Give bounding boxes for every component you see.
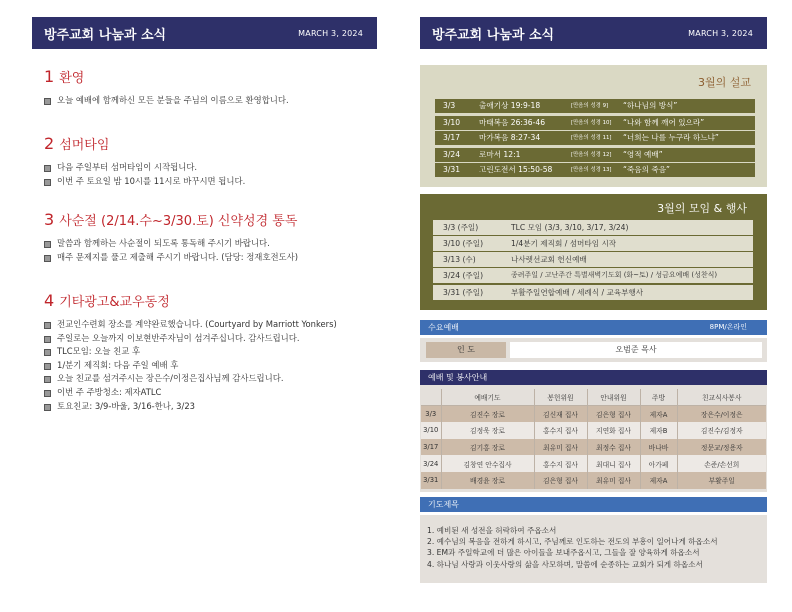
table-cell: 최대니 집사 — [587, 455, 640, 472]
table-cell: 제자A — [640, 406, 677, 423]
table-cell: 홍수지 집사 — [534, 455, 587, 472]
section-welcome — [44, 67, 384, 108]
sermon-schedule-title: 3월의 설교 — [698, 76, 751, 89]
table-cell: 김신재 집사 — [534, 406, 587, 423]
event-row — [433, 268, 753, 283]
table-cell: 바나바 — [640, 439, 677, 456]
table-cell: 김은형 집사 — [534, 472, 587, 489]
table-cell: 김진수 장로 — [441, 406, 534, 423]
section-number: 3 — [44, 210, 55, 229]
event-row — [433, 285, 753, 300]
event-row — [433, 236, 753, 251]
sermon-schedule — [420, 65, 767, 187]
table-cell: 김진수/김정자 — [677, 422, 766, 439]
preacher-name: 오범준 목사 — [510, 342, 762, 358]
event-desc: 부활주일연합예배 / 세례식 / 교육부행사 — [511, 288, 644, 297]
table-cell: 부활주일 — [677, 472, 766, 489]
table-row — [421, 472, 766, 489]
table-cell: 아가페 — [640, 455, 677, 472]
prayer-list — [420, 515, 767, 583]
event-date: 3/31 (주일) — [443, 288, 484, 297]
event-date: 3/10 (주일) — [443, 239, 484, 248]
preacher-label: 인 도 — [426, 342, 506, 358]
section-summertime — [44, 134, 384, 188]
preacher-row — [420, 338, 767, 362]
table-header-cell: 친교식사봉사 — [677, 389, 766, 406]
table-cell: 제자A — [640, 472, 677, 489]
sermon-date: 3/10 — [443, 118, 461, 127]
sermon-row — [435, 148, 755, 162]
sermon-row — [435, 131, 755, 145]
table-header-cell — [421, 389, 441, 406]
sermon-date: 3/31 — [443, 165, 461, 174]
table-cell: 3/3 — [421, 406, 441, 423]
wednesday-service-time: 8PM/온라인 — [709, 323, 747, 331]
prayer-title: 기도제목 — [428, 500, 459, 509]
service-duty-bar — [420, 370, 767, 385]
events-title: 3월의 모임 & 행사 — [657, 202, 747, 215]
list-item: 1/분기 제직회: 다음 주일 예배 후 — [44, 359, 384, 373]
event-desc: 나사렛선교회 헌신예배 — [511, 255, 587, 264]
sermon-row — [435, 116, 755, 130]
table-cell: 김은형 집사 — [587, 406, 640, 423]
table-cell: 제자B — [640, 422, 677, 439]
section-title: 환영 — [59, 71, 85, 86]
list-item: 이번 주 토요일 밤 10시를 11시로 바꾸시면 됩니다. — [44, 175, 384, 189]
list-item: 오늘 예배에 함께하신 모든 분들을 주님의 이름으로 환영합니다. — [44, 94, 384, 108]
table-cell: 장은수/이정은 — [677, 406, 766, 423]
left-page-header — [32, 17, 377, 49]
sermon-date: 3/3 — [443, 101, 456, 110]
sermon-ref: [만음의 성경 13] — [571, 167, 612, 173]
service-duty-table — [420, 385, 767, 492]
event-date: 3/24 (주일) — [443, 271, 484, 280]
prayer-bar — [420, 497, 767, 512]
prayer-item: 1. 예비된 새 성전을 허락하여 주옵소서 — [427, 526, 557, 535]
event-desc: 종려주일 / 고난주간 특별새벽기도회 (화~토) / 성금요예배 (성찬식) — [511, 271, 718, 279]
service-duty-title: 예배 및 봉사안내 — [428, 373, 488, 382]
sermon-row — [435, 99, 755, 113]
event-row — [433, 220, 753, 235]
sermon-scripture: 마가복음 8:27-34 — [479, 133, 541, 142]
table-cell: 3/31 — [421, 472, 441, 489]
list-item: TLC모임: 오늘 친교 후 — [44, 345, 384, 359]
list-item: 매주 문제지를 풀고 제출해 주시기 바랍니다. (담당: 정재호전도사) — [44, 251, 384, 265]
right-page-header — [420, 17, 767, 49]
sermon-topic: “나와 함께 깨어 있으라” — [623, 118, 705, 127]
event-date: 3/13 (수) — [443, 255, 476, 264]
table-header-cell: 주방 — [640, 389, 677, 406]
section-number: 1 — [44, 67, 55, 86]
section-number: 2 — [44, 134, 55, 153]
table-cell: 정문교/정용자 — [677, 439, 766, 456]
event-row — [433, 252, 753, 267]
sermon-date: 3/24 — [443, 150, 461, 159]
table-cell: 최유미 집사 — [587, 472, 640, 489]
table-header-cell: 안내위원 — [587, 389, 640, 406]
section-heading — [44, 134, 384, 153]
table-cell: 3/24 — [421, 455, 441, 472]
newsletter-date: MARCH 3, 2024 — [688, 28, 753, 38]
section-title: 기타광고&교우동정 — [59, 295, 170, 310]
table-cell: 배경윤 장로 — [441, 472, 534, 489]
section-number: 4 — [44, 291, 55, 310]
prayer-item: 2. 예수님의 복음을 전하게 하시고, 주님께로 인도하는 전도의 부흥이 일어나게 하옵소서 — [427, 537, 718, 547]
table-cell: 3/17 — [421, 439, 441, 456]
list-item: 주일로는 오늘까지 이보현반주자님이 섬겨주십니다. 감사드립니다. — [44, 332, 384, 346]
sermon-row — [435, 163, 755, 177]
table-cell: 김기홍 장로 — [441, 439, 534, 456]
table-cell: 지연화 집사 — [587, 422, 640, 439]
table-cell: 최정수 집사 — [587, 439, 640, 456]
table-cell: 최유미 집사 — [534, 439, 587, 456]
sermon-scripture: 로마서 12:1 — [479, 150, 521, 159]
newsletter-title: 방주교회 나눔과 소식 — [44, 27, 167, 43]
table-row — [421, 439, 766, 456]
table-header-cell: 봉헌위원 — [534, 389, 587, 406]
event-date: 3/3 (주일) — [443, 223, 479, 232]
list-item: 전교인수련회 장소를 계약완료했습니다. (Courtyard by Marriott Yonkers) — [44, 318, 384, 332]
wednesday-service-label: 수요예배 — [428, 323, 459, 332]
section-heading — [44, 291, 384, 310]
events-schedule — [420, 194, 767, 310]
sermon-ref: [만음의 성경 12] — [571, 152, 612, 158]
sermon-scripture: 출애기상 19:9-18 — [479, 101, 541, 110]
table-row — [421, 406, 766, 423]
prayer-item: 4. 하나님 사랑과 이웃사랑의 삶을 사모하며, 말씀에 순종하는 교회가 되게 하옵소서 — [427, 559, 703, 569]
section-lent-reading — [44, 210, 384, 264]
list-item: 오늘 친교를 섬겨주시는 장은수/이정은집사님께 감사드립니다. — [44, 372, 384, 386]
sermon-ref: [만음의 성경 11] — [571, 135, 612, 141]
sermon-ref: [만음의 성경 10] — [571, 120, 612, 126]
table-cell: 홍수지 집사 — [534, 422, 587, 439]
table-header-row — [421, 389, 766, 406]
table-header-cell: 예배기도 — [441, 389, 534, 406]
newsletter-date: MARCH 3, 2024 — [298, 28, 363, 38]
list-item: 말씀과 함께하는 사순절이 되도록 통독해 주시기 바랍니다. — [44, 237, 384, 251]
section-announcements — [44, 291, 384, 413]
list-item: 이번 주 주방청소: 제자ATLC — [44, 386, 384, 400]
table-row — [421, 455, 766, 472]
table-cell: 3/10 — [421, 422, 441, 439]
prayer-item: 3. EM과 주일학교에 더 많은 아이들을 보내주옵시고, 그들을 잘 양육하게 하옵소서 — [427, 548, 700, 558]
sermon-scripture: 고린도전서 15:50-58 — [479, 165, 553, 174]
wednesday-service-bar — [420, 320, 767, 335]
list-item: 다음 주일부터 섬머타임이 시작됩니다. — [44, 161, 384, 175]
event-desc: 1/4분기 제직회 / 섬머타임 시작 — [511, 239, 617, 248]
sermon-topic: “영적 예배” — [623, 150, 663, 159]
sermon-topic: “죽음의 죽음” — [623, 165, 670, 174]
section-title: 섬머타임 — [59, 138, 110, 153]
table-cell: 김창연 안수집사 — [441, 455, 534, 472]
newsletter-title: 방주교회 나눔과 소식 — [432, 27, 555, 43]
table-row — [421, 422, 766, 439]
sermon-date: 3/17 — [443, 133, 461, 142]
sermon-topic: “하나님의 방식” — [623, 101, 678, 110]
event-desc: TLC 모임 (3/3, 3/10, 3/17, 3/24) — [511, 223, 629, 232]
sermon-ref: [만음의 성경 9] — [571, 103, 609, 109]
section-heading — [44, 67, 384, 86]
list-item: 토요친교: 3/9-바울, 3/16-한나, 3/23 — [44, 400, 384, 414]
table-cell: 손준/손선희 — [677, 455, 766, 472]
sermon-topic: “너희는 나를 누구라 하느냐” — [623, 133, 719, 142]
section-title: 사순절 (2/14.수~3/30.토) 신약성경 통독 — [59, 214, 298, 229]
table-cell: 김정욱 장로 — [441, 422, 534, 439]
section-heading — [44, 210, 384, 229]
sermon-scripture: 마태복음 26:36-46 — [479, 118, 546, 127]
